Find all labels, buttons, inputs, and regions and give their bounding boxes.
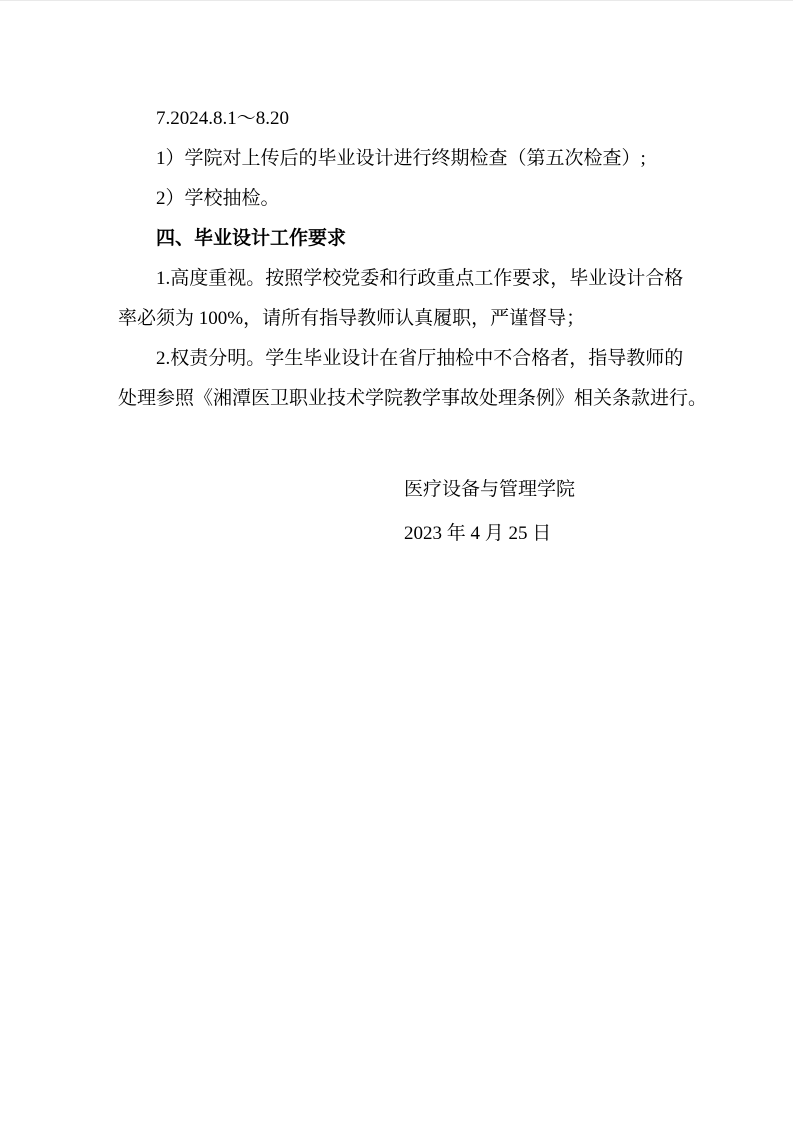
- signature-gap: [118, 419, 676, 468]
- section-heading-work-requirements: 四、毕业设计工作要求: [156, 228, 347, 249]
- signature-date: 2023 年 4 月 25 日: [404, 523, 552, 544]
- schedule-item-7-date-range: 7.2024.8.1～8.20: [156, 108, 290, 129]
- schedule-item-7-point-2: 2）学校抽检。: [156, 188, 280, 209]
- schedule-item-7-point-1: 1）学院对上传后的毕业设计进行终期检查（第五次检查）;: [156, 148, 646, 169]
- signature-block: [118, 468, 676, 556]
- requirement-1-line-2: 率必须为 100%，请所有指导教师认真履职，严谨督导；: [118, 308, 586, 329]
- document-content: [0, 1, 793, 556]
- requirement-2-line-1: 2.权责分明。学生毕业设计在省厅抽检中不合格者，指导教师的: [156, 348, 684, 369]
- requirement-1-line-1: 1.高度重视。按照学校党委和行政重点工作要求，毕业设计合格: [156, 268, 684, 289]
- signature-organization: 医疗设备与管理学院: [404, 479, 576, 500]
- requirement-2-line-2: 处理参照《湘潭医卫职业技术学院教学事故处理条例》相关条款进行。: [118, 388, 708, 409]
